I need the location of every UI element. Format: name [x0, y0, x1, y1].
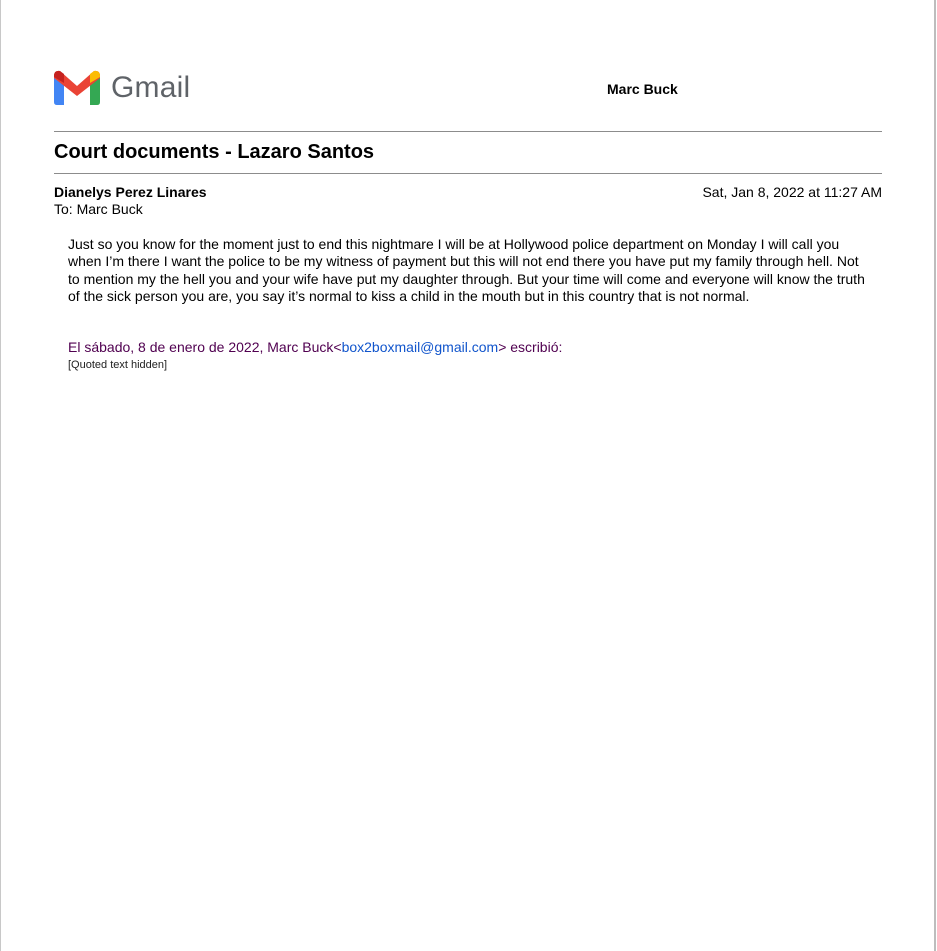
email-date: Sat, Jan 8, 2022 at 11:27 AM: [702, 184, 882, 200]
gmail-wordmark: Gmail: [111, 71, 191, 104]
sender-name: Dianelys Perez Linares: [54, 184, 207, 200]
print-header: [54, 70, 882, 110]
quoted-text-hidden[interactable]: [Quoted text hidden]: [68, 359, 168, 371]
header-divider: [54, 131, 882, 132]
gmail-m-logo-icon: [54, 70, 100, 106]
quote-prefix: El sábado, 8 de enero de 2022, Marc Buck<: [68, 339, 342, 355]
quote-email-link[interactable]: box2boxmail@gmail.com: [341, 339, 499, 355]
gmail-logo: [54, 70, 204, 106]
page-right-border: [934, 0, 936, 951]
quote-suffix: > escribió:: [498, 339, 563, 355]
page-left-border: [0, 0, 1, 951]
recipient-line: To: Marc Buck: [54, 201, 143, 217]
account-name: Marc Buck: [607, 81, 678, 97]
email-body: Just so you know for the moment just to end this nightmare I will be at Hollywood police department on Monday I will call you when I’m there I want the police to be my witness of payment but this will not end there you have put my family through hell. Not to mention my the hell you and your wife have put my daughter through. But your time will come and everyone will know the truth of the sick person you are, you say it’s normal to kiss a child in the mouth but in this country that is not normal.: [68, 236, 865, 304]
quote-attribution: [68, 339, 562, 355]
subject-divider: [54, 173, 882, 174]
email-subject: Court documents - Lazaro Santos: [54, 141, 375, 163]
